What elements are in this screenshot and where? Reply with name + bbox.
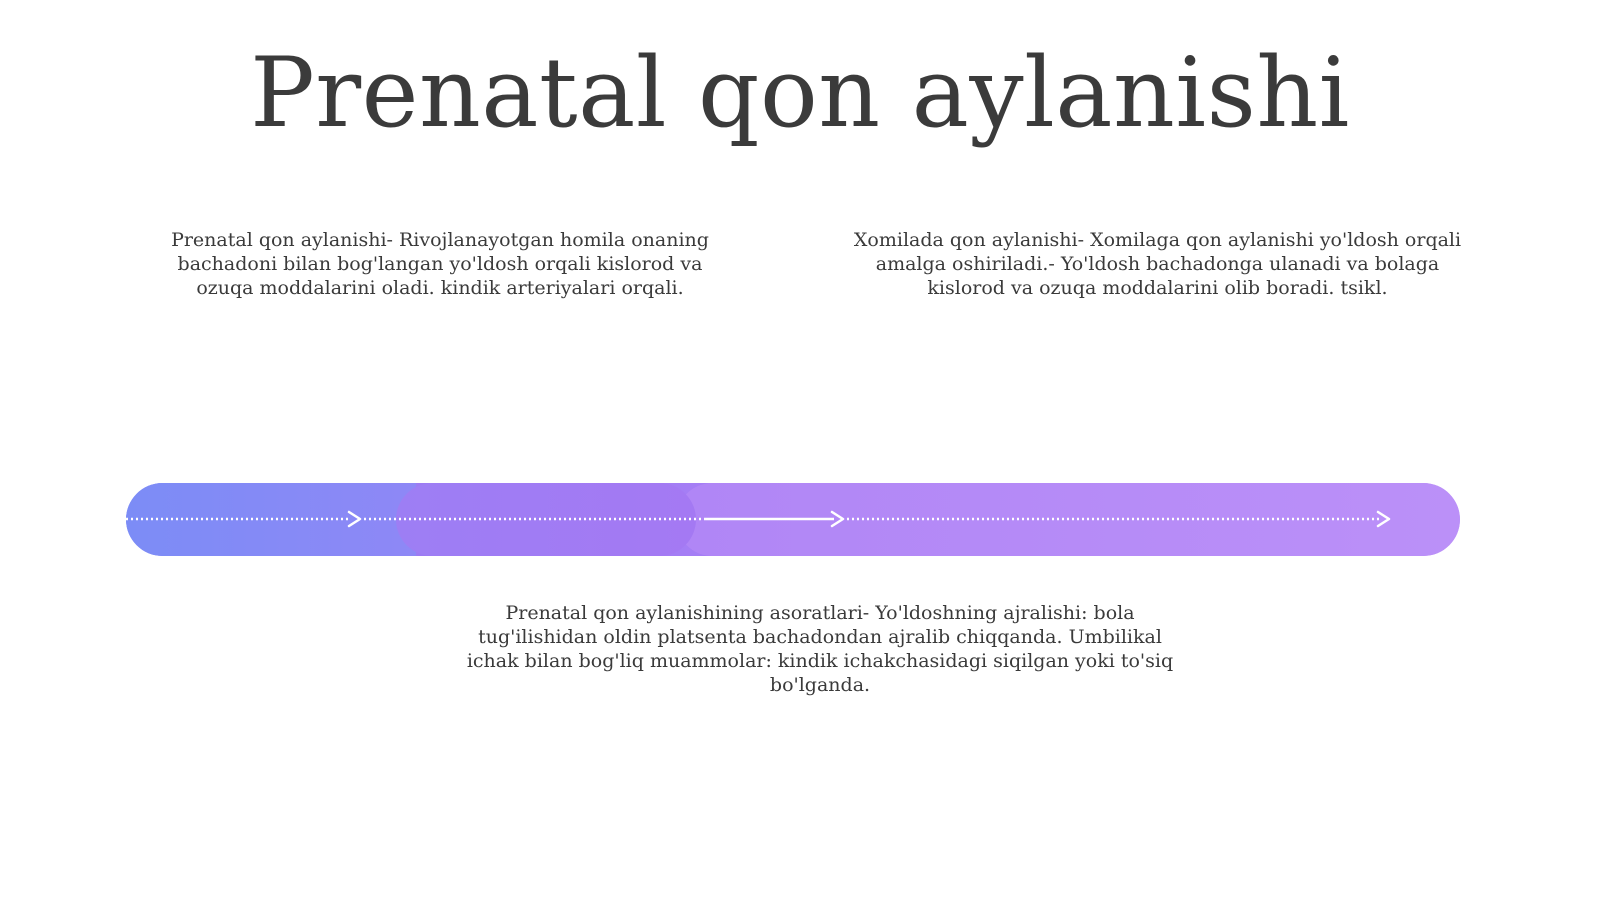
text-block-bottom: Prenatal qon aylanishining asoratlari- Yo'ldoshning ajralishi: bola tug'ilishidan oldin platsenta bachadondan ajralib chiqqanda. Umbilikal ichak bilan bog'liq muammolar: kindik ichakchasidagi siqilgan yoki to'siq bo'lganda. [466,602,1174,696]
text-block-right: Xomilada qon aylanishi- Xomilaga qon aylanishi yo'ldosh orqali amalga oshiriladi.- Yo'ldosh bachadonga ulanadi va bolaga kislorod va ozuqa moddalarini olib boradi. tsikl. [853,229,1462,299]
arrow-right-icon [349,512,360,526]
text-block-left: Prenatal qon aylanishi- Rivojlanayotgan homila onaning bachadoni bilan bog'langan yo'ldosh orqali kislorod va ozuqa moddalarini oladi. kindik arteriyalari orqali. [171,229,709,299]
slide-title: Prenatal qon aylanishi [250,37,1350,149]
arrow-right-icon [1378,512,1389,526]
timeline-arrows [126,483,1460,556]
timeline-bar [126,483,1460,556]
